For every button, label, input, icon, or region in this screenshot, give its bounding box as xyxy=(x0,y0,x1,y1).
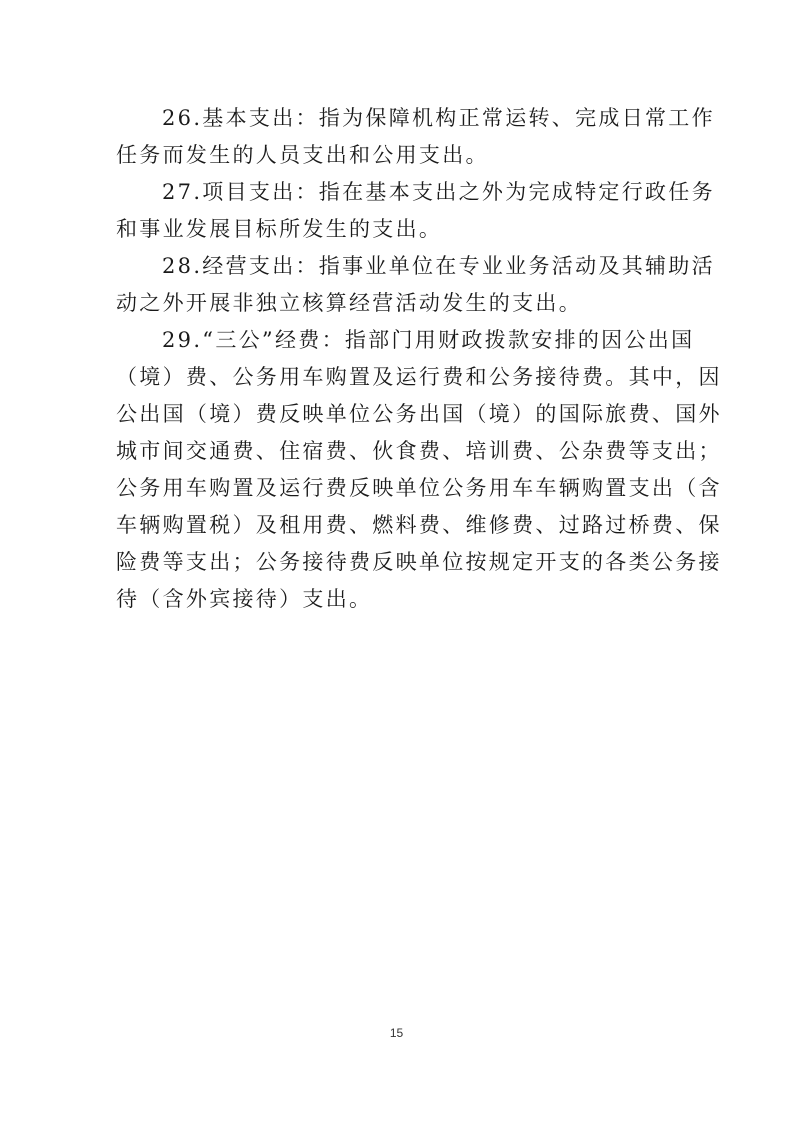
paragraph-line: 29.“三公”经费：指部门用财政拨款安排的因公出国 xyxy=(162,328,695,352)
paragraph-line: 和事业发展目标所发生的支出。 xyxy=(116,217,443,241)
paragraph-line: （境）费、公务用车购置及运行费和公务接待费。其中，因 xyxy=(116,365,722,389)
page-number: 15 xyxy=(389,1026,404,1040)
document-body xyxy=(116,100,722,618)
paragraph-line: 待（含外宾接待）支出。 xyxy=(116,587,373,611)
paragraph-line: 公务用车购置及运行费反映单位公务用车车辆购置支出（含 xyxy=(116,476,722,500)
paragraph-line: 动之外开展非独立核算经营活动发生的支出。 xyxy=(116,291,582,315)
paragraph-line: 任务而发生的人员支出和公用支出。 xyxy=(116,143,489,167)
paragraph-basic-expenditure xyxy=(116,100,715,174)
paragraph-line: 27.项目支出：指在基本支出之外为完成特定行政任务 xyxy=(162,180,715,204)
paragraph-line: 26.基本支出：指为保障机构正常运转、完成日常工作 xyxy=(162,106,715,130)
paragraph-line: 车辆购置税）及租用费、燃料费、维修费、过路过桥费、保 xyxy=(116,513,722,537)
paragraph-line: 城市间交通费、住宿费、伙食费、培训费、公杂费等支出； xyxy=(116,439,722,463)
paragraph-operating-expenditure xyxy=(116,248,715,322)
paragraph-line: 28.经营支出：指事业单位在专业业务活动及其辅助活 xyxy=(162,254,715,278)
paragraph-line: 公出国（境）费反映单位公务出国（境）的国际旅费、国外 xyxy=(116,402,722,426)
paragraph-project-expenditure xyxy=(116,174,715,248)
paragraph-three-public-expenses xyxy=(116,322,722,618)
paragraph-line: 险费等支出；公务接待费反映单位按规定开支的各类公务接 xyxy=(116,550,722,574)
